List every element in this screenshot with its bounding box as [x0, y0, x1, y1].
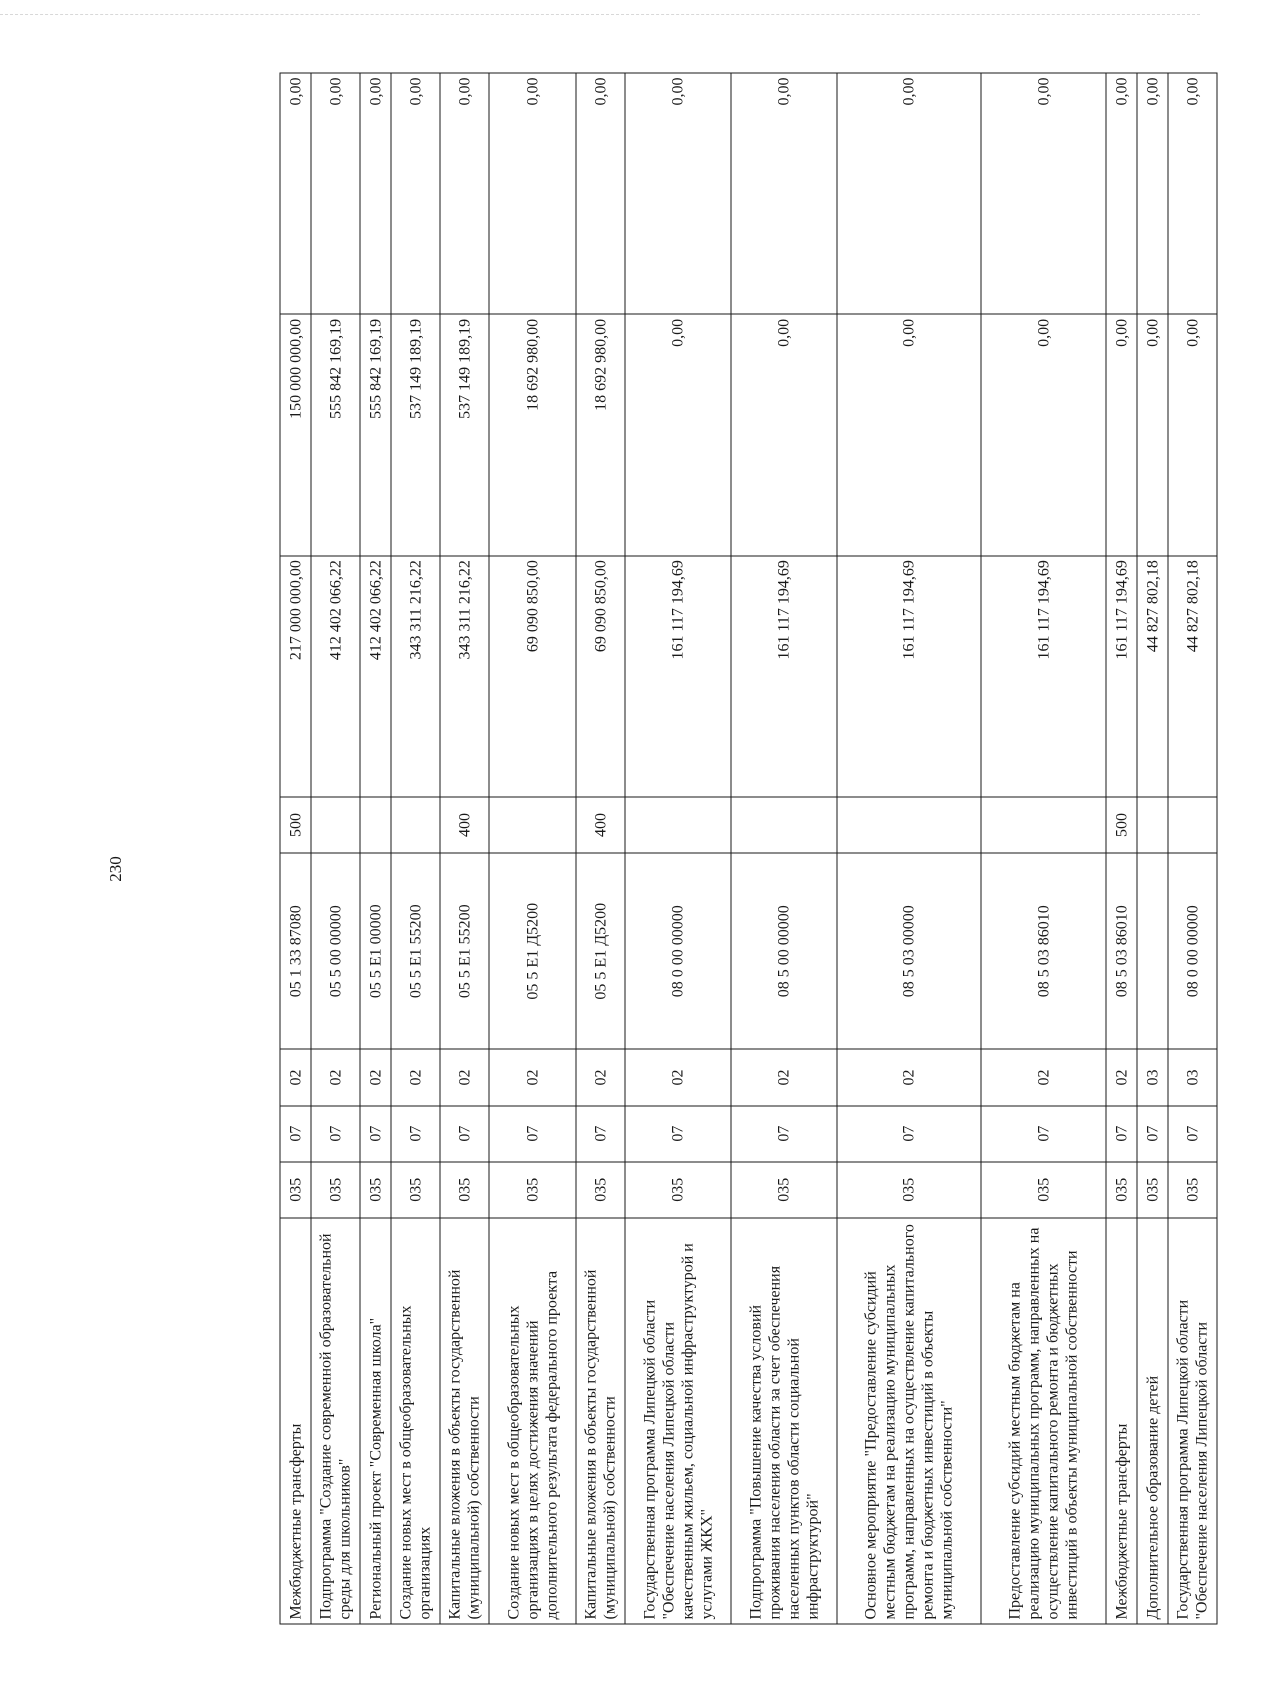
cell-name: Капитальные вложения в объекты государственной (муниципальной) собственности: [576, 1218, 625, 1624]
cell-subsection: 02: [981, 1049, 1106, 1105]
cell-name: Межбюджетные трансферты: [1106, 1218, 1137, 1624]
cell-section: 07: [489, 1106, 576, 1162]
cell-section: 07: [981, 1106, 1106, 1162]
cell-grbs: 035: [731, 1162, 837, 1218]
cell-amount-2: 0,00: [837, 314, 981, 555]
cell-section: 07: [1106, 1106, 1137, 1162]
cell-expense-type: [1137, 797, 1168, 853]
cell-grbs: 035: [1137, 1162, 1168, 1218]
cell-name: Межбюджетные трансферты: [280, 1218, 311, 1624]
cell-amount-3: 0,00: [360, 73, 391, 314]
cell-amount-2: 18 692 980,00: [576, 314, 625, 555]
page-number: 230: [106, 856, 125, 882]
cell-amount-1: 69 090 850,00: [576, 556, 625, 797]
cell-subsection: 02: [360, 1049, 391, 1105]
cell-amount-3: 0,00: [1137, 73, 1168, 314]
cell-grbs: 035: [280, 1162, 311, 1218]
cell-amount-1: 69 090 850,00: [489, 556, 576, 797]
cell-amount-3: 0,00: [391, 73, 440, 314]
cell-amount-3: 0,00: [311, 73, 360, 314]
cell-section: 07: [625, 1106, 731, 1162]
cell-expense-type: [837, 797, 981, 853]
cell-target-article: 08 5 03 86010: [1106, 853, 1137, 1049]
cell-target-article: 05 5 Е1 Д5200: [489, 853, 576, 1049]
cell-name: Создание новых мест в общеобразовательных организациях в целях достижения значений дополнительного результата федерального проекта: [489, 1218, 576, 1624]
cell-amount-1: 161 117 194,69: [731, 556, 837, 797]
cell-section: 07: [360, 1106, 391, 1162]
cell-expense-type: [311, 797, 360, 853]
cell-expense-type: [981, 797, 1106, 853]
cell-target-article: 05 5 Е1 Д5200: [576, 853, 625, 1049]
cell-amount-3: 0,00: [440, 73, 489, 314]
budget-table: [280, 73, 1218, 1625]
table-row: [489, 73, 576, 1624]
table-row: [625, 73, 731, 1624]
table-row: [1137, 73, 1168, 1624]
cell-expense-type: 400: [440, 797, 489, 853]
cell-name: Подпрограмма "Создание современной образовательной среды для школьников": [311, 1218, 360, 1624]
cell-expense-type: 500: [280, 797, 311, 853]
cell-amount-3: 0,00: [731, 73, 837, 314]
table-row: [280, 73, 311, 1624]
table-row: [440, 73, 489, 1624]
cell-amount-3: 0,00: [1168, 73, 1217, 314]
cell-target-article: 05 5 Е1 55200: [391, 853, 440, 1049]
cell-amount-1: 343 311 216,22: [391, 556, 440, 797]
cell-name: Создание новых мест в общеобразовательных организациях: [391, 1218, 440, 1624]
scan-edge-line: [0, 14, 1200, 15]
cell-name: Региональный проект "Современная школа": [360, 1218, 391, 1624]
cell-grbs: 035: [391, 1162, 440, 1218]
cell-target-article: [1137, 853, 1168, 1049]
cell-subsection: 02: [625, 1049, 731, 1105]
cell-amount-3: 0,00: [280, 73, 311, 314]
budget-table-body: [280, 73, 1217, 1624]
cell-section: 07: [391, 1106, 440, 1162]
cell-name: Государственная программа Липецкой области "Обеспечение населения Липецкой области: [1168, 1218, 1217, 1624]
cell-expense-type: [625, 797, 731, 853]
cell-expense-type: 400: [576, 797, 625, 853]
cell-target-article: 05 1 33 87080: [280, 853, 311, 1049]
cell-amount-2: 555 842 169,19: [360, 314, 391, 555]
cell-section: 07: [440, 1106, 489, 1162]
cell-expense-type: [1168, 797, 1217, 853]
cell-amount-1: 44 827 802,18: [1168, 556, 1217, 797]
cell-target-article: 08 0 00 00000: [1168, 853, 1217, 1049]
cell-amount-1: 161 117 194,69: [1106, 556, 1137, 797]
table-row: [981, 73, 1106, 1624]
cell-target-article: 08 5 03 00000: [837, 853, 981, 1049]
cell-name: Предоставление субсидий местным бюджетам на реализацию муниципальных программ, направленных на осуществление капитального ремонта и бюджетных инвестиций в объекты муниципальной собственности: [981, 1218, 1106, 1624]
cell-amount-1: 44 827 802,18: [1137, 556, 1168, 797]
table-row: [576, 73, 625, 1624]
cell-amount-2: 18 692 980,00: [489, 314, 576, 555]
cell-amount-1: 161 117 194,69: [837, 556, 981, 797]
cell-subsection: 02: [489, 1049, 576, 1105]
cell-section: 07: [731, 1106, 837, 1162]
table-row: [731, 73, 837, 1624]
cell-subsection: 03: [1168, 1049, 1217, 1105]
cell-amount-2: 150 000 000,00: [280, 314, 311, 555]
cell-section: 07: [280, 1106, 311, 1162]
cell-target-article: 05 5 Е1 00000: [360, 853, 391, 1049]
cell-grbs: 035: [625, 1162, 731, 1218]
cell-amount-2: 0,00: [981, 314, 1106, 555]
cell-subsection: 02: [440, 1049, 489, 1105]
cell-target-article: 05 5 00 00000: [311, 853, 360, 1049]
cell-section: 07: [311, 1106, 360, 1162]
cell-subsection: 02: [1106, 1049, 1137, 1105]
cell-amount-3: 0,00: [981, 73, 1106, 314]
cell-grbs: 035: [837, 1162, 981, 1218]
cell-grbs: 035: [489, 1162, 576, 1218]
cell-subsection: 03: [1137, 1049, 1168, 1105]
table-row: [837, 73, 981, 1624]
cell-amount-1: 412 402 066,22: [360, 556, 391, 797]
cell-amount-2: 555 842 169,19: [311, 314, 360, 555]
cell-amount-1: 161 117 194,69: [625, 556, 731, 797]
cell-grbs: 035: [1106, 1162, 1137, 1218]
cell-section: 07: [576, 1106, 625, 1162]
cell-target-article: 08 5 00 00000: [731, 853, 837, 1049]
cell-amount-3: 0,00: [576, 73, 625, 314]
rotated-table-sheet: [280, 73, 1265, 1625]
table-row: [360, 73, 391, 1624]
cell-name: Капитальные вложения в объекты государственной (муниципальной) собственности: [440, 1218, 489, 1624]
cell-amount-1: 161 117 194,69: [981, 556, 1106, 797]
cell-grbs: 035: [981, 1162, 1106, 1218]
cell-amount-2: 537 149 189,19: [391, 314, 440, 555]
cell-name: Дополнительное образование детей: [1137, 1218, 1168, 1624]
cell-grbs: 035: [360, 1162, 391, 1218]
cell-amount-1: 412 402 066,22: [311, 556, 360, 797]
cell-amount-3: 0,00: [489, 73, 576, 314]
cell-amount-3: 0,00: [837, 73, 981, 314]
cell-grbs: 035: [1168, 1162, 1217, 1218]
cell-expense-type: 500: [1106, 797, 1137, 853]
cell-amount-2: 0,00: [1168, 314, 1217, 555]
cell-amount-2: 0,00: [1106, 314, 1137, 555]
cell-grbs: 035: [311, 1162, 360, 1218]
table-row: [391, 73, 440, 1624]
cell-grbs: 035: [440, 1162, 489, 1218]
cell-target-article: 08 5 03 86010: [981, 853, 1106, 1049]
cell-subsection: 02: [576, 1049, 625, 1105]
cell-subsection: 02: [391, 1049, 440, 1105]
cell-subsection: 02: [731, 1049, 837, 1105]
cell-expense-type: [391, 797, 440, 853]
cell-amount-3: 0,00: [625, 73, 731, 314]
cell-target-article: 05 5 Е1 55200: [440, 853, 489, 1049]
table-row: [1168, 73, 1217, 1624]
cell-section: 07: [1137, 1106, 1168, 1162]
cell-subsection: 02: [280, 1049, 311, 1105]
cell-expense-type: [489, 797, 576, 853]
cell-expense-type: [731, 797, 837, 853]
cell-expense-type: [360, 797, 391, 853]
cell-amount-2: 0,00: [625, 314, 731, 555]
cell-amount-3: 0,00: [1106, 73, 1137, 314]
cell-name: Основное мероприятие "Предоставление субсидий местным бюджетам на реализацию муниципальных программ, направленных на осуществление капитального ремонта и бюджетных инвестиций в объекты муниципальной собственности": [837, 1218, 981, 1624]
cell-subsection: 02: [311, 1049, 360, 1105]
cell-amount-2: 537 149 189,19: [440, 314, 489, 555]
cell-name: Подпрограмма "Повышение качества условий проживания населения области за счет обеспечения населенных пунктов области социальной инфраструктурой": [731, 1218, 837, 1624]
cell-target-article: 08 0 00 00000: [625, 853, 731, 1049]
cell-section: 07: [1168, 1106, 1217, 1162]
cell-amount-1: 343 311 216,22: [440, 556, 489, 797]
cell-amount-2: 0,00: [731, 314, 837, 555]
cell-grbs: 035: [576, 1162, 625, 1218]
cell-section: 07: [837, 1106, 981, 1162]
table-row: [311, 73, 360, 1624]
cell-amount-2: 0,00: [1137, 314, 1168, 555]
cell-name: Государственная программа Липецкой области "Обеспечение населения Липецкой области качественным жильем, социальной инфраструктурой и услугами ЖКХ": [625, 1218, 731, 1624]
table-row: [1106, 73, 1137, 1624]
cell-subsection: 02: [837, 1049, 981, 1105]
cell-amount-1: 217 000 000,00: [280, 556, 311, 797]
